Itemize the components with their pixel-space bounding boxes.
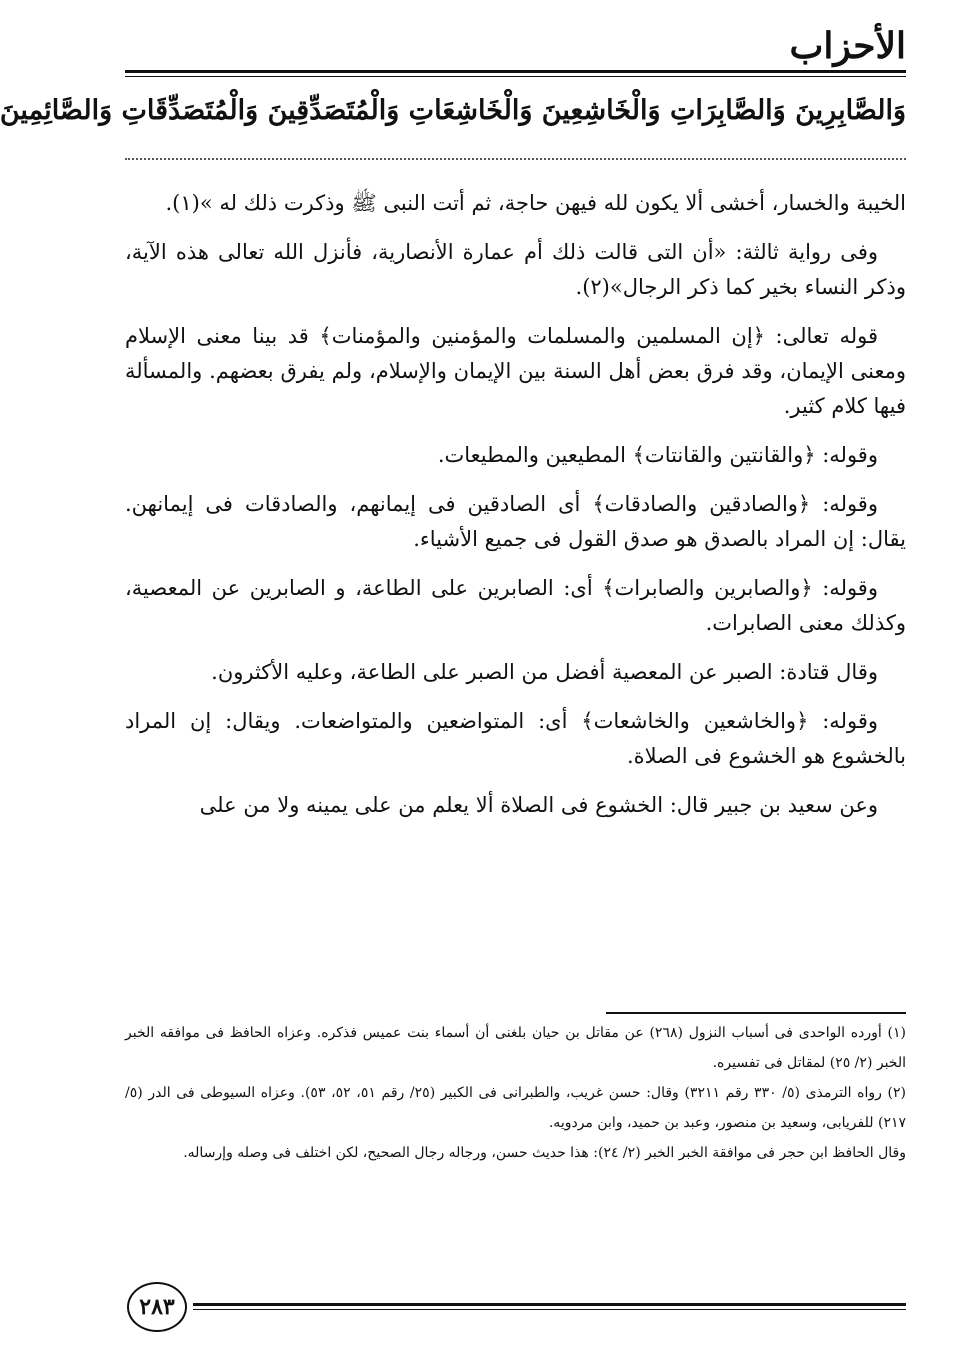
verse-separator bbox=[125, 158, 906, 160]
paragraph-5: وقوله: ﴿والصادقين والصادقات﴾ أى الصادقين فى إيمانهم، والصادقات فى إيمانهن. يقال: إن المراد بالصدق هو صدق القول فى جميع الأشياء. bbox=[125, 492, 906, 551]
page-number: ٢٨٣ bbox=[139, 1294, 175, 1320]
footnote-2: (٢) رواه الترمذى (٥/ ٣٣٠ رقم ٣٢١١) وقال: حسن غريب، والطبرانى فى الكبير (٢٥/ رقم ٥١، ٥٢، ٥٣). وعزاه السيوطى فى الدر (٥/ ٢١٧) للفريابى، وسعيد بن منصور، وعبد بن حميد، وابن مردويه. bbox=[125, 1085, 906, 1131]
paragraph-3: قوله تعالى: ﴿إن المسلمين والمسلمات والمؤمنين والمؤمنات﴾ قد بينا معنى الإسلام ومعنى الإيمان، وقد فرق بعض أهل السنة بين الإيمان والإسلام، ولم يفرق بعضهم. والمسألة فيها كلام كثير. bbox=[125, 324, 906, 418]
page-number-badge bbox=[127, 1282, 187, 1332]
verse-header: وَالصَّابِرِينَ وَالصَّابِرَاتِ وَالْخَاشِعِينَ وَالْخَاشِعَاتِ وَالْمُتَصَدِّقِينَ وَالْمُتَصَدِّقَاتِ وَالصَّائِمِينَ bbox=[0, 95, 906, 126]
paragraph-8: وقوله: ﴿والخاشعين والخاشعات﴾ أى: المتواضعين والمتواضعات. ويقال: إن المراد بالخشوع هو الخشوع فى الصلاة. bbox=[125, 709, 906, 768]
header-rule-thin bbox=[125, 76, 906, 77]
main-text bbox=[125, 186, 906, 823]
header-rule-thick bbox=[125, 70, 906, 73]
footnote-1: (١) أورده الواحدى فى أسباب النزول (٢٦٨) عن مقاتل بن حيان بلغنى أن أسماء بنت عميس فذكره. وعزاه الحافظ فى موافقه الخبر الخبر (٢/ ٢٥) لمقاتل فى تفسيره. bbox=[125, 1025, 906, 1071]
paragraph-7: وقال قتادة: الصبر عن المعصية أفضل من الصبر على الطاعة، وعليه الأكثرون. bbox=[211, 660, 878, 684]
footnotes bbox=[125, 1018, 906, 1168]
surah-title: الأحزاب bbox=[789, 25, 906, 67]
paragraph-1: الخيبة والخسار، أخشى ألا يكون لله فيهن حاجة، ثم أتت النبى ﷺ وذكرت ذلك له »(١). bbox=[165, 191, 906, 215]
footnote-3: وقال الحافظ ابن حجر فى موافقة الخبر الخبر (٢/ ٢٤): هذا حديث حسن، ورجاله رجال الصحيح، لكن اختلف فى وصله وإرساله. bbox=[183, 1145, 906, 1161]
footer-rule-thin bbox=[193, 1309, 906, 1310]
paragraph-2: وفى رواية ثالثة: «أن التى قالت ذلك أم عمارة الأنصارية، فأنزل الله تعالى هذه الآية، وذكر النساء بخير كما ذكر الرجال»(٢). bbox=[125, 240, 906, 299]
footnote-separator bbox=[606, 1012, 906, 1014]
paragraph-4: وقوله: ﴿والقانتين والقانتات﴾ المطيعين والمطيعات. bbox=[437, 443, 878, 467]
paragraph-9: وعن سعيد بن جبير قال: الخشوع فى الصلاة ألا يعلم من على يمينه ولا من على bbox=[199, 793, 878, 817]
footer-rule-thick bbox=[193, 1303, 906, 1306]
paragraph-6: وقوله: ﴿والصابرين والصابرات﴾ أى: الصابرين على الطاعة، و الصابرين عن المعصية، وكذلك معنى الصابرات. bbox=[125, 576, 906, 635]
